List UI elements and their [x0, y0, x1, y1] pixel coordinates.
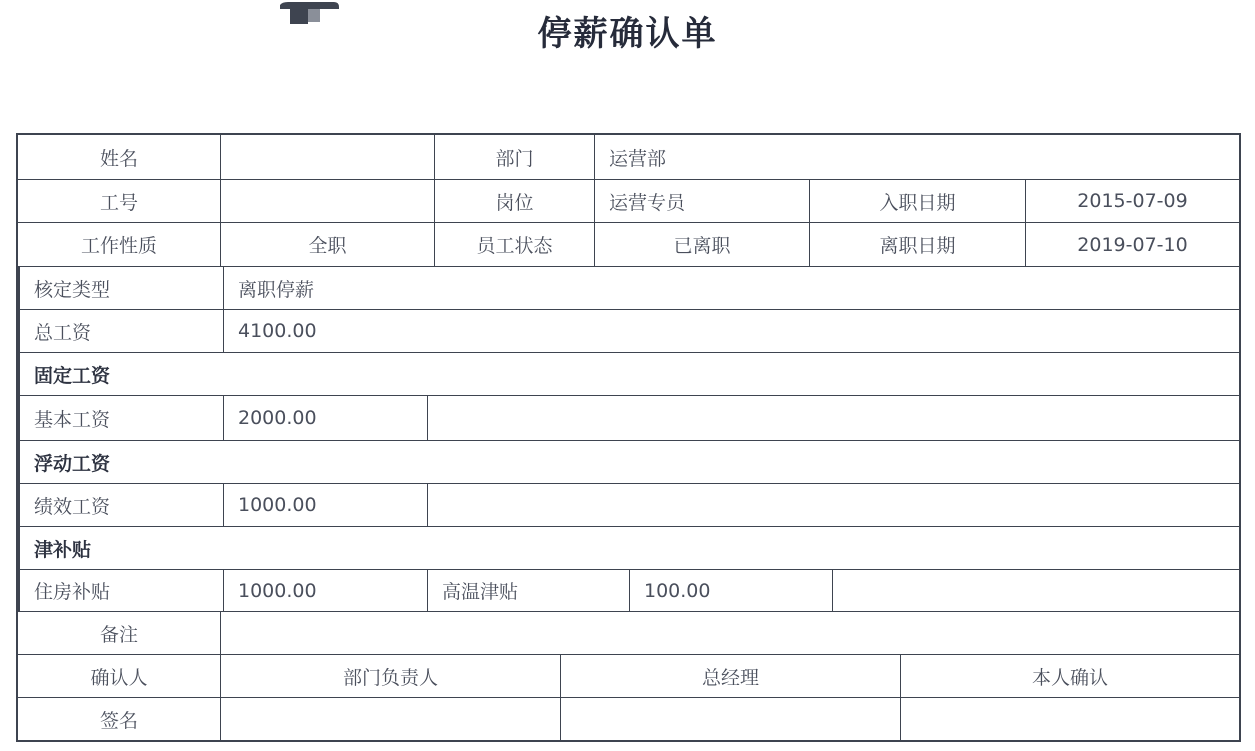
- perf-salary-blank: [428, 484, 1239, 526]
- perf-salary-value: 1000.00: [224, 484, 428, 526]
- row-basic-salary: [20, 396, 1239, 441]
- row-id: [18, 180, 1239, 223]
- status-value: 已离职: [595, 223, 810, 266]
- row-perf-salary: [20, 484, 1239, 527]
- document-title: 停薪确认单: [537, 14, 718, 54]
- dept-head-label: 部门负责人: [221, 655, 561, 697]
- row-remark: [18, 611, 1239, 655]
- remark-value: [221, 612, 1239, 654]
- pay-stop-table: [16, 133, 1241, 742]
- basic-salary-value: 2000.00: [224, 396, 428, 440]
- dept-label: 部门: [435, 135, 595, 179]
- fixed-salary-heading: 固定工资: [34, 364, 111, 387]
- basic-salary-label: 基本工资: [20, 396, 224, 440]
- total-salary-label: 总工资: [20, 310, 224, 352]
- dept-head-sign[interactable]: [221, 698, 561, 740]
- housing-allowance-value: 1000.00: [224, 570, 428, 611]
- name-value: [221, 135, 435, 179]
- heat-allowance-label: 高温津贴: [428, 570, 630, 611]
- row-allowance: [20, 570, 1239, 611]
- row-confirm: [18, 655, 1239, 698]
- leave-date-value: 2019-07-10: [1077, 233, 1188, 256]
- float-salary-heading: 浮动工资: [34, 452, 111, 475]
- id-value: [221, 180, 435, 222]
- dept-value: 运营部: [609, 147, 667, 170]
- work-type-label: 工作性质: [18, 223, 221, 266]
- post-label: 岗位: [435, 180, 595, 222]
- approval-type-label: 核定类型: [20, 267, 224, 309]
- gm-sign[interactable]: [561, 698, 901, 740]
- self-sign[interactable]: [901, 698, 1239, 740]
- leave-date-label: 离职日期: [810, 223, 1026, 266]
- id-label: 工号: [18, 180, 221, 222]
- redacted-name-mark: [278, 1, 340, 25]
- perf-salary-label: 绩效工资: [20, 484, 224, 526]
- confirm-label: 确认人: [18, 655, 221, 697]
- basic-salary-blank: [428, 396, 1239, 440]
- allowance-blank: [833, 570, 1239, 611]
- post-value: 运营专员: [595, 180, 810, 222]
- name-label: 姓名: [18, 135, 221, 179]
- total-salary-value: 4100.00: [238, 320, 317, 342]
- row-work-type: [18, 223, 1239, 267]
- status-label: 员工状态: [435, 223, 595, 266]
- row-float-section: [20, 441, 1239, 484]
- sign-label: 签名: [18, 698, 221, 740]
- allowance-heading: 津补贴: [34, 538, 92, 561]
- housing-allowance-label: 住房补贴: [20, 570, 224, 611]
- row-sign: [18, 698, 1239, 740]
- remark-label: 备注: [18, 612, 221, 654]
- self-confirm-label: 本人确认: [1031, 666, 1108, 689]
- join-date-value: 2015-07-09: [1077, 190, 1188, 212]
- join-date-label: 入职日期: [810, 180, 1026, 222]
- salary-block: [18, 267, 1239, 611]
- gm-label: 总经理: [561, 655, 901, 697]
- row-allowance-section: [20, 527, 1239, 570]
- work-type-value: 全职: [221, 223, 435, 266]
- row-approval-type: [20, 267, 1239, 310]
- heat-allowance-value: 100.00: [630, 570, 833, 611]
- row-fixed-section: [20, 353, 1239, 396]
- row-total-salary: [20, 310, 1239, 353]
- approval-type-value: 离职停薪: [238, 278, 315, 301]
- row-name: [18, 135, 1239, 180]
